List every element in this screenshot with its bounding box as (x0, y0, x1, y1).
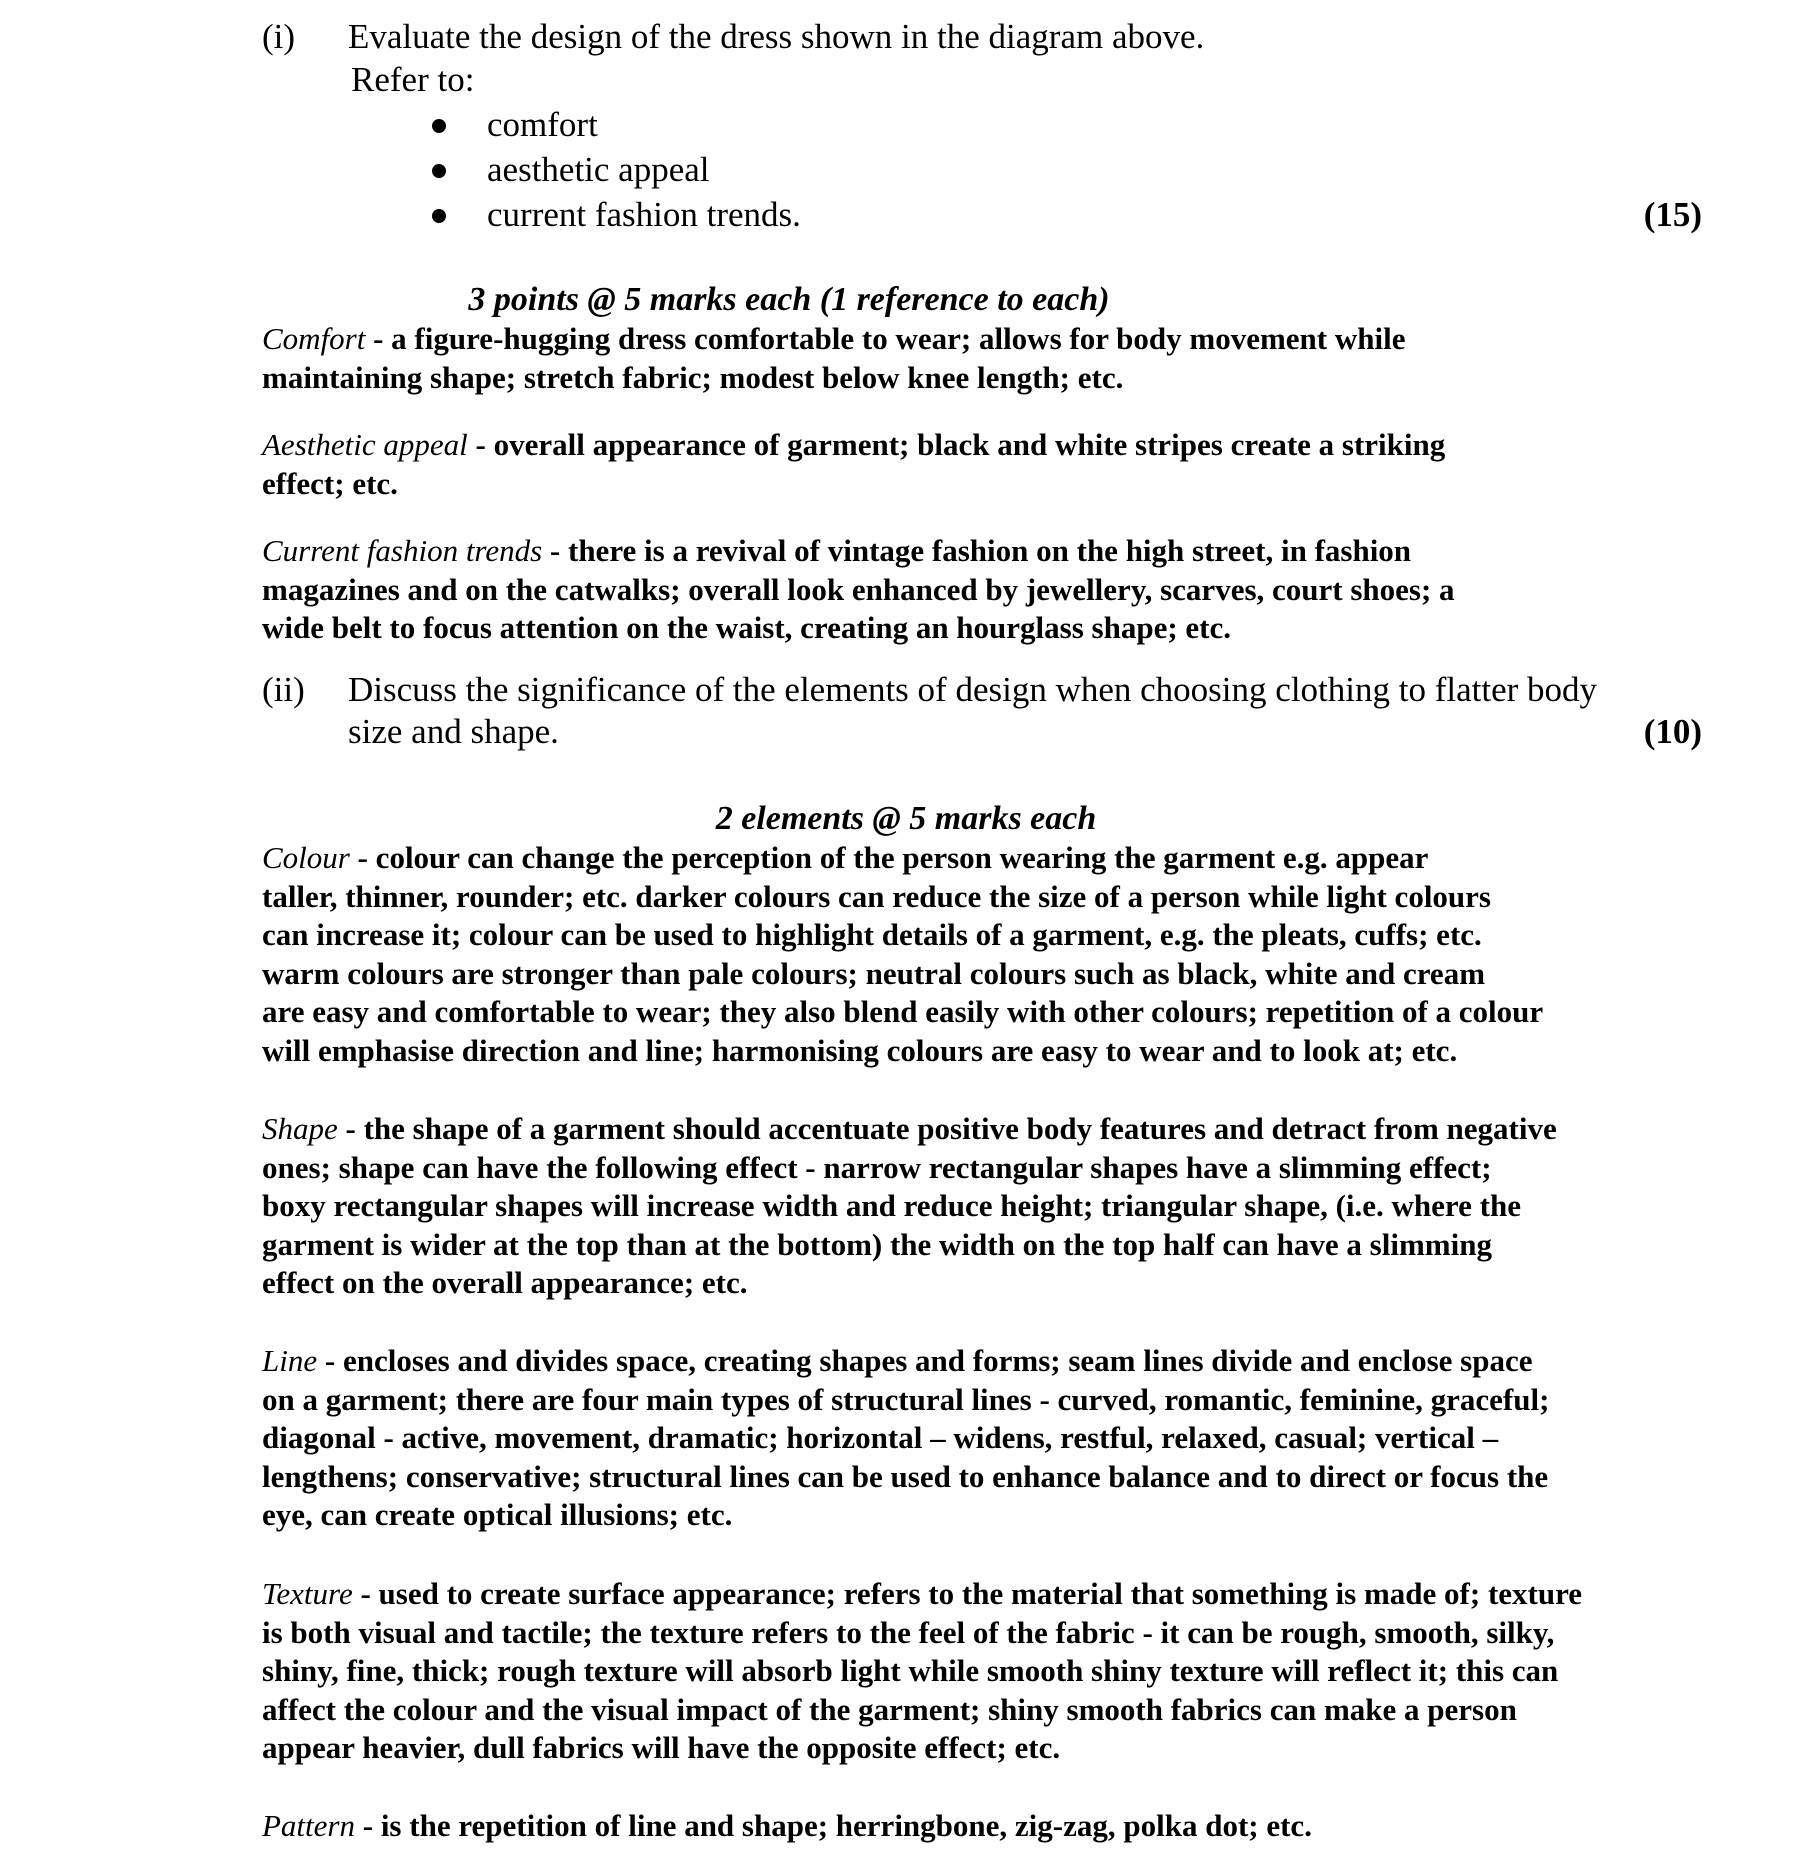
bullet-dot (432, 119, 446, 133)
point-label: Pattern (262, 1808, 355, 1843)
scheme-line: lengthens; conservative; structural lines can be used to enhance balance and to direct or focus the (262, 1458, 1549, 1494)
scheme-line: boxy rectangular shapes will increase width and reduce height; triangular shape, (i.e. where the (262, 1188, 1521, 1224)
point-label: Colour (262, 840, 350, 875)
scheme-ii-heading: 2 elements @ 5 marks each (715, 800, 1097, 837)
scheme-point-colour (262, 839, 1722, 1071)
scheme-line: Texture - used to create surface appearance; refers to the material that something is made of; texture (262, 1576, 1583, 1611)
bullet-dot (432, 209, 446, 223)
scheme-line: magazines and on the catwalks; overall look enhanced by jewellery, scarves, court shoes; a (262, 571, 1455, 607)
scheme-line: will emphasise direction and line; harmonising colours are easy to wear and to look at; etc. (262, 1032, 1458, 1068)
scheme-point-line (262, 1342, 1722, 1535)
scheme-line: wide belt to focus attention on the waist, creating an hourglass shape; etc. (262, 610, 1232, 646)
scheme-point-pattern (262, 1807, 1722, 1846)
point-label: Current fashion trends (262, 533, 543, 568)
scheme-point-aesthetic-appeal (262, 426, 1722, 503)
point-label: Aesthetic appeal (262, 427, 468, 462)
scheme-line: on a garment; there are four main types of structural lines - curved, romantic, feminine, graceful; (262, 1381, 1550, 1417)
scheme-line: appear heavier, dull fabrics will have the opposite effect; etc. (262, 1730, 1061, 1766)
question-ii-marks: (10) (1643, 712, 1702, 751)
scheme-line: warm colours are stronger than pale colours; neutral colours such as black, white and cream (262, 955, 1486, 991)
question-i-refer-to: Refer to: (351, 60, 475, 99)
bullet-dot (432, 164, 446, 178)
scheme-point-comfort (262, 320, 1722, 397)
scheme-line: are easy and comfortable to wear; they also blend easily with other colours; repetition of a colour (262, 994, 1544, 1030)
scheme-line: garment is wider at the top than at the bottom) the width on the top half can have a slimming (262, 1226, 1492, 1262)
question-ii-number: (ii) (262, 670, 305, 709)
scheme-line: Current fashion trends - there is a revival of vintage fashion on the high street, in fashion (262, 533, 1412, 568)
scheme-point-current-fashion-trends (262, 532, 1722, 648)
scheme-line: diagonal - active, movement, dramatic; horizontal – widens, restful, relaxed, casual; vertical – (262, 1420, 1499, 1456)
scheme-line: ones; shape can have the following effect - narrow rectangular shapes have a slimming effect; (262, 1149, 1492, 1185)
bullet-text: aesthetic appeal (487, 150, 710, 189)
point-label: Texture (262, 1576, 353, 1611)
scheme-point-texture (262, 1575, 1722, 1768)
question-ii-prompt-line: Discuss the significance of the elements of design when choosing clothing to flatter body (348, 670, 1598, 709)
point-label: Comfort (262, 321, 366, 356)
scheme-line: Colour - colour can change the perception of the person wearing the garment e.g. appear (262, 840, 1429, 875)
scheme-i-heading: 3 points @ 5 marks each (1 reference to each) (468, 281, 1110, 318)
scheme-line: Comfort - a figure-hugging dress comfortable to wear; allows for body movement while (262, 321, 1406, 356)
question-i-marks: (15) (1643, 195, 1702, 234)
scheme-line: Pattern - is the repetition of line and shape; herringbone, zig-zag, polka dot; etc. (262, 1808, 1312, 1843)
point-label: Line (262, 1343, 318, 1378)
scheme-point-shape (262, 1110, 1722, 1303)
scheme-line: maintaining shape; stretch fabric; modest below knee length; etc. (262, 359, 1124, 395)
scheme-line: effect; etc. (262, 465, 398, 501)
scheme-line: Line - encloses and divides space, creating shapes and forms; seam lines divide and enclose space (262, 1343, 1533, 1378)
scheme-line: affect the colour and the visual impact of the garment; shiny smooth fabrics can make a person (262, 1691, 1517, 1727)
point-label: Shape (262, 1111, 338, 1146)
scheme-line: eye, can create optical illusions; etc. (262, 1497, 733, 1533)
bullet-text: comfort (487, 105, 598, 144)
scheme-line: shiny, fine, thick; rough texture will absorb light while smooth shiny texture will reflect it; this can (262, 1653, 1559, 1689)
scheme-line: effect on the overall appearance; etc. (262, 1265, 748, 1301)
bullet-text: current fashion trends. (487, 195, 801, 234)
question-i-prompt: Evaluate the design of the dress shown in the diagram above. (348, 17, 1205, 56)
question-i-number: (i) (262, 17, 296, 56)
scheme-line: Aesthetic appeal - overall appearance of garment; black and white stripes create a striking (262, 427, 1446, 462)
question-ii-prompt-line: size and shape. (348, 712, 559, 751)
scheme-line: taller, thinner, rounder; etc. darker colours can reduce the size of a person while light colours (262, 878, 1491, 914)
scheme-line: can increase it; colour can be used to highlight details of a garment, e.g. the pleats, cuffs; etc. (262, 917, 1482, 953)
scheme-line: is both visual and tactile; the texture refers to the feel of the fabric - it can be rough, smooth, silky, (262, 1614, 1555, 1650)
scheme-line: Shape - the shape of a garment should accentuate positive body features and detract from negative (262, 1111, 1557, 1146)
